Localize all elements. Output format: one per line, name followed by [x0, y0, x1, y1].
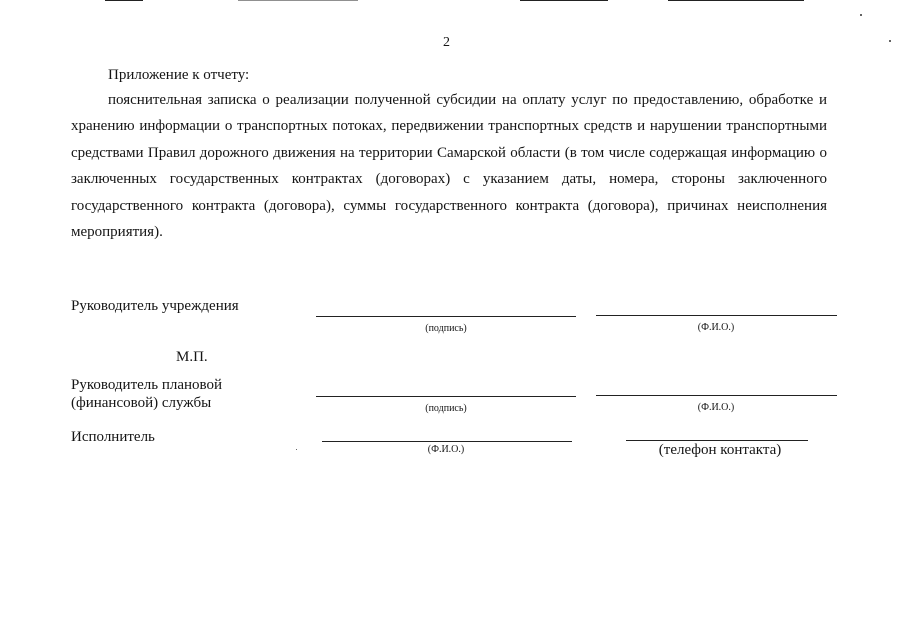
head-name-line [596, 315, 837, 316]
finance-head-name-caption: (Ф.И.О.) [697, 402, 735, 413]
scan-speck [860, 14, 862, 16]
annex-explanatory-note: пояснительная записка о реализации полученной субсидии на оплату услуг по предоставлению, обработке и хранению информации о транспортных потоках, передвижении транспортных средств и нарушении транспортными средствами Правил дорожного движения на территории Самарской области (в том числе содержащая информацию о заключенных государственных контрактах (договорах) с указанием даты, номера, стороны заключенного государственного контракта (договора), суммы государственного контракта (договора), причинах неисполнения мероприятия). [71, 92, 827, 241]
finance-head-name-line [596, 395, 837, 396]
executor-name-line [322, 441, 572, 442]
head-name-caption: (Ф.И.О.) [697, 322, 735, 333]
scan-edge-line [105, 0, 143, 1]
head-signature-caption: (подпись) [425, 323, 467, 334]
finance-head-label-line2: (финансовой) службы [71, 395, 212, 411]
executor-phone-caption: (телефон контакта) [658, 442, 782, 458]
head-of-institution-label: Руководитель учреждения [71, 298, 239, 314]
scan-edge-line [668, 0, 804, 1]
scan-edge-line [520, 0, 608, 1]
executor-name-caption: (Ф.И.О.) [427, 444, 465, 455]
executor-label: Исполнитель [71, 429, 155, 445]
scan-edge-line [238, 0, 358, 1]
executor-phone-line [626, 440, 808, 441]
head-signature-line [316, 316, 576, 317]
finance-head-signature-caption: (подпись) [425, 403, 467, 414]
annex-title: Приложение к отчету: [108, 67, 250, 83]
scan-speck [296, 449, 297, 450]
page-number: 2 [443, 35, 450, 50]
finance-head-label-line1: Руководитель плановой [71, 377, 223, 393]
finance-head-signature-line [316, 396, 576, 397]
seal-placeholder: М.П. [176, 349, 208, 365]
